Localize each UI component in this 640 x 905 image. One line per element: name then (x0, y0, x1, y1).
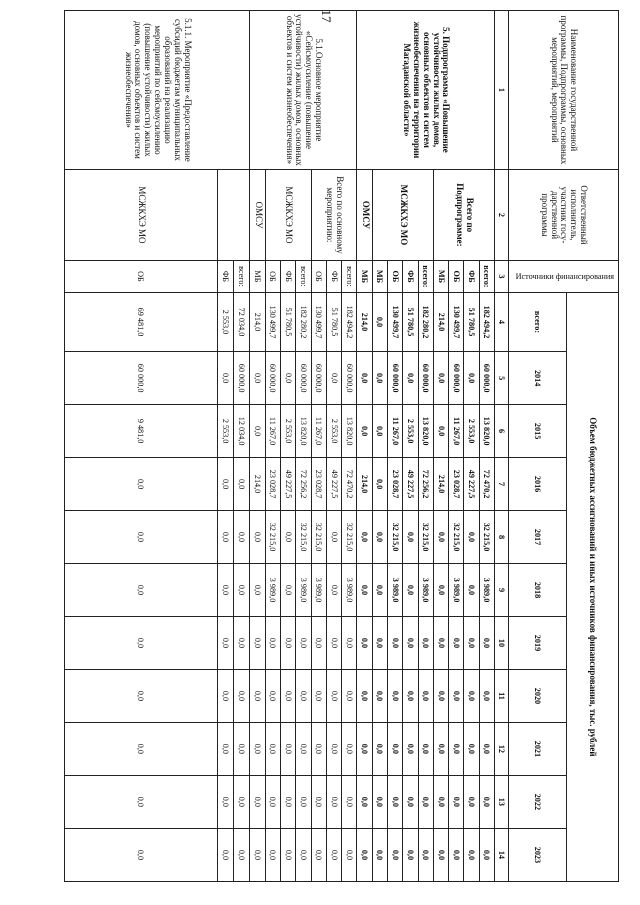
year-value-cell: 0,0 (464, 616, 479, 669)
header-year: 2017 (509, 511, 567, 564)
year-value-cell: 0,0 (234, 669, 250, 722)
total-value-cell: 51 780,5 (281, 292, 296, 351)
year-value-cell: 11 267,0 (265, 405, 280, 458)
year-value-cell: 49 227,5 (326, 458, 341, 511)
year-value-cell: 0,0 (479, 828, 494, 881)
year-value-cell: 0,0 (403, 669, 418, 722)
funding-source-cell: ФБ (217, 261, 233, 293)
table-row (234, 11, 250, 882)
year-value-cell: 0,0 (418, 828, 433, 881)
year-value-cell: 0,0 (479, 616, 494, 669)
year-value-cell: 0,0 (357, 405, 372, 458)
year-value-cell: 72 256,2 (418, 458, 433, 511)
year-value-cell: 0,0 (250, 722, 265, 775)
year-value-cell: 0,0 (217, 669, 233, 722)
year-value-cell: 0,0 (372, 722, 387, 775)
year-value-cell: 0,0 (342, 775, 357, 828)
year-value-cell: 0,0 (217, 458, 233, 511)
table-row (479, 11, 494, 882)
year-value-cell: 32 215,0 (479, 511, 494, 564)
year-value-cell: 0,0 (65, 669, 218, 722)
year-value-cell: 0,0 (372, 564, 387, 617)
year-value-cell: 13 820,0 (479, 405, 494, 458)
year-value-cell: 0,0 (342, 722, 357, 775)
year-value-cell: 0,0 (234, 511, 250, 564)
year-value-cell: 0,0 (234, 775, 250, 828)
year-value-cell: 0,0 (479, 775, 494, 828)
year-value-cell: 0,0 (217, 722, 233, 775)
year-value-cell: 0,0 (65, 458, 218, 511)
year-value-cell: 0,0 (326, 722, 341, 775)
year-value-cell: 60 000,0 (234, 352, 250, 405)
year-value-cell: 60 000,0 (265, 352, 280, 405)
total-value-cell: 130 499,7 (449, 292, 464, 351)
year-value-cell: 0,0 (234, 828, 250, 881)
year-value-cell: 0,0 (65, 775, 218, 828)
year-value-cell: 2 553,0 (217, 405, 233, 458)
year-value-cell: 60 000,0 (65, 352, 218, 405)
year-value-cell: 214,0 (250, 458, 265, 511)
year-value-cell: 0,0 (388, 669, 403, 722)
header-col-number: 11 (495, 669, 509, 722)
year-value-cell: 0,0 (433, 669, 448, 722)
year-value-cell: 0,0 (65, 564, 218, 617)
total-value-cell: 69 481,0 (65, 292, 218, 351)
year-value-cell: 0,0 (388, 722, 403, 775)
financing-table-container (64, 10, 619, 882)
funding-source-cell: всего: (234, 261, 250, 293)
year-value-cell: 12 034,0 (234, 405, 250, 458)
year-value-cell: 0,0 (433, 352, 448, 405)
header-year: 2019 (509, 616, 567, 669)
year-value-cell: 0,0 (464, 511, 479, 564)
year-value-cell: 0,0 (250, 564, 265, 617)
executor-cell: МСЖКХЭ МО (372, 169, 433, 260)
program-name-cell: 5.1.Основное мероприятие «Сейсмоусиление (повышение устойчивости) жилых домов, основных объектов и систем жизнеобеспечения» (250, 11, 357, 170)
year-value-cell: 0,0 (372, 828, 387, 881)
year-value-cell: 60 000,0 (388, 352, 403, 405)
year-value-cell: 0,0 (433, 722, 448, 775)
year-value-cell: 0,0 (281, 722, 296, 775)
total-value-cell: 51 780,5 (403, 292, 418, 351)
total-value-cell: 0,0 (372, 292, 387, 351)
year-value-cell: 0,0 (265, 828, 280, 881)
year-value-cell: 11 267,0 (388, 405, 403, 458)
year-value-cell: 0,0 (433, 405, 448, 458)
year-value-cell: 0,0 (234, 458, 250, 511)
year-value-cell: 0,0 (357, 775, 372, 828)
year-value-cell: 0,0 (372, 458, 387, 511)
year-value-cell: 0,0 (326, 669, 341, 722)
total-value-cell: 214,0 (357, 292, 372, 351)
year-value-cell: 49 227,5 (403, 458, 418, 511)
funding-source-cell: всего: (418, 261, 433, 293)
header-year: 2023 (509, 828, 567, 881)
year-value-cell: 0,0 (372, 616, 387, 669)
year-value-cell: 0,0 (449, 828, 464, 881)
year-value-cell: 72 470,2 (342, 458, 357, 511)
year-value-cell: 0,0 (311, 775, 326, 828)
year-value-cell: 0,0 (311, 669, 326, 722)
year-value-cell: 0,0 (418, 616, 433, 669)
year-value-cell: 0,0 (234, 722, 250, 775)
header-col-number: 7 (495, 458, 509, 511)
financing-table (64, 10, 619, 882)
year-value-cell: 0,0 (372, 352, 387, 405)
header-col-number: 14 (495, 828, 509, 881)
year-value-cell: 2 553,0 (464, 405, 479, 458)
header-year: 2021 (509, 722, 567, 775)
total-value-cell: 130 499,7 (388, 292, 403, 351)
year-value-cell: 0,0 (65, 722, 218, 775)
year-value-cell: 3 989,0 (479, 564, 494, 617)
year-value-cell: 0,0 (479, 669, 494, 722)
year-value-cell: 0,0 (250, 616, 265, 669)
year-value-cell: 32 215,0 (265, 511, 280, 564)
year-value-cell: 11 267,0 (311, 405, 326, 458)
year-value-cell: 49 227,5 (281, 458, 296, 511)
year-value-cell: 0,0 (296, 616, 311, 669)
funding-source-cell: МБ (357, 261, 372, 293)
header-program-name: Наименование государственной программы, Подпрограммы, основных мероприятий, мероприятий (509, 11, 619, 170)
header-year: 2018 (509, 564, 567, 617)
year-value-cell: 3 989,0 (388, 564, 403, 617)
year-value-cell: 72 256,2 (296, 458, 311, 511)
year-value-cell: 0,0 (250, 511, 265, 564)
year-value-cell: 0,0 (326, 564, 341, 617)
year-value-cell: 0,0 (265, 669, 280, 722)
year-value-cell: 60 000,0 (311, 352, 326, 405)
funding-source-cell: всего: (342, 261, 357, 293)
year-value-cell: 0,0 (326, 828, 341, 881)
year-value-cell: 0,0 (418, 722, 433, 775)
year-value-cell: 0,0 (357, 669, 372, 722)
year-value-cell: 0,0 (65, 616, 218, 669)
funding-source-cell: ФБ (403, 261, 418, 293)
year-value-cell: 0,0 (296, 828, 311, 881)
executor-cell: Всего по Подпрограмме: (433, 169, 494, 260)
funding-source-cell: ОБ (449, 261, 464, 293)
total-value-cell: 51 780,5 (326, 292, 341, 351)
year-value-cell: 0,0 (326, 775, 341, 828)
year-value-cell: 3 989,0 (265, 564, 280, 617)
header-funding-source: Источники финансирования (509, 261, 619, 293)
year-value-cell: 0,0 (464, 775, 479, 828)
year-value-cell: 0,0 (326, 616, 341, 669)
funding-source-cell: ОБ (265, 261, 280, 293)
funding-source-cell: всего: (479, 261, 494, 293)
total-value-cell: 182 280,2 (418, 292, 433, 351)
year-value-cell: 0,0 (342, 669, 357, 722)
funding-source-cell: МБ (372, 261, 387, 293)
funding-source-cell: МБ (250, 261, 265, 293)
year-value-cell: 0,0 (464, 722, 479, 775)
year-value-cell: 3 989,0 (296, 564, 311, 617)
total-value-cell: 214,0 (250, 292, 265, 351)
year-value-cell: 0,0 (433, 775, 448, 828)
year-value-cell: 0,0 (449, 669, 464, 722)
year-value-cell: 0,0 (357, 722, 372, 775)
year-value-cell: 0,0 (250, 405, 265, 458)
year-value-cell: 0,0 (217, 352, 233, 405)
year-value-cell: 0,0 (403, 564, 418, 617)
year-value-cell: 23 028,7 (388, 458, 403, 511)
year-value-cell: 0,0 (265, 775, 280, 828)
total-value-cell: 182 494,2 (342, 292, 357, 351)
year-value-cell: 214,0 (357, 458, 372, 511)
year-value-cell: 23 028,7 (311, 458, 326, 511)
year-value-cell: 3 989,0 (449, 564, 464, 617)
funding-source-cell: всего: (296, 261, 311, 293)
year-value-cell: 2 553,0 (281, 405, 296, 458)
year-value-cell: 0,0 (217, 511, 233, 564)
year-value-cell: 0,0 (372, 405, 387, 458)
year-value-cell: 0,0 (296, 775, 311, 828)
year-value-cell: 0,0 (342, 616, 357, 669)
funding-source-cell: ФБ (326, 261, 341, 293)
year-value-cell: 32 215,0 (296, 511, 311, 564)
year-value-cell: 13 820,0 (296, 405, 311, 458)
header-col-number: 10 (495, 616, 509, 669)
header-total: всего: (509, 292, 567, 351)
year-value-cell: 60 000,0 (418, 352, 433, 405)
total-value-cell: 182 494,2 (479, 292, 494, 351)
year-value-cell: 0,0 (403, 775, 418, 828)
year-value-cell: 32 215,0 (388, 511, 403, 564)
year-value-cell: 0,0 (281, 352, 296, 405)
year-value-cell: 32 215,0 (311, 511, 326, 564)
year-value-cell: 0,0 (357, 352, 372, 405)
year-value-cell: 60 000,0 (296, 352, 311, 405)
year-value-cell: 0,0 (403, 616, 418, 669)
year-value-cell: 0,0 (234, 616, 250, 669)
year-value-cell: 0,0 (217, 775, 233, 828)
header-col-number: 5 (495, 352, 509, 405)
year-value-cell: 0,0 (250, 775, 265, 828)
header-year: 2022 (509, 775, 567, 828)
executor-cell: Всего по основному мероприятию: (311, 169, 357, 260)
year-value-cell: 3 989,0 (418, 564, 433, 617)
year-value-cell: 0,0 (217, 564, 233, 617)
year-value-cell: 0,0 (281, 511, 296, 564)
year-value-cell: 0,0 (388, 616, 403, 669)
year-value-cell: 2 553,0 (403, 405, 418, 458)
year-value-cell: 0,0 (250, 669, 265, 722)
funding-source-cell: МБ (433, 261, 448, 293)
year-value-cell: 0,0 (357, 564, 372, 617)
year-value-cell: 9 481,0 (65, 405, 218, 458)
table-row (342, 11, 357, 882)
year-value-cell: 0,0 (433, 616, 448, 669)
year-value-cell: 0,0 (372, 775, 387, 828)
year-value-cell: 23 028,7 (265, 458, 280, 511)
year-value-cell: 0,0 (464, 669, 479, 722)
year-value-cell: 72 470,2 (479, 458, 494, 511)
executor-cell: МСЖКХЭ МО (265, 169, 311, 260)
year-value-cell: 0,0 (418, 669, 433, 722)
page-number: 17 (319, 9, 334, 23)
executor-cell: ОМСУ (357, 169, 372, 260)
year-value-cell: 0,0 (403, 722, 418, 775)
year-value-cell: 3 989,0 (342, 564, 357, 617)
year-value-cell: 0,0 (357, 616, 372, 669)
header-year: 2015 (509, 405, 567, 458)
header-executor: Ответственный исполнитель, участник госу-дарственной программы (509, 169, 619, 260)
year-value-cell: 0,0 (281, 828, 296, 881)
year-value-cell: 0,0 (388, 775, 403, 828)
header-col-number: 2 (495, 169, 509, 260)
year-value-cell: 0,0 (357, 511, 372, 564)
year-value-cell: 0,0 (281, 775, 296, 828)
header-col-number: 1 (495, 11, 509, 170)
year-value-cell: 11 267,0 (449, 405, 464, 458)
executor-cell: МСЖКХЭ МО (65, 169, 218, 260)
header-funding-group: Объем бюджетных ассигнований и иных источников финансирования, тыс. рублей (567, 292, 619, 881)
year-value-cell: 0,0 (449, 616, 464, 669)
year-value-cell: 0,0 (65, 828, 218, 881)
header-col-number: 3 (495, 261, 509, 293)
year-value-cell: 32 215,0 (418, 511, 433, 564)
year-value-cell: 0,0 (217, 616, 233, 669)
year-value-cell: 0,0 (281, 616, 296, 669)
year-value-cell: 32 215,0 (342, 511, 357, 564)
total-value-cell: 51 780,5 (464, 292, 479, 351)
year-value-cell: 0,0 (433, 564, 448, 617)
year-value-cell: 0,0 (342, 828, 357, 881)
year-value-cell: 0,0 (418, 775, 433, 828)
total-value-cell: 182 280,2 (296, 292, 311, 351)
header-col-number: 9 (495, 564, 509, 617)
header-year: 2020 (509, 669, 567, 722)
header-col-number: 8 (495, 511, 509, 564)
year-value-cell: 2 553,0 (326, 405, 341, 458)
total-value-cell: 130 499,7 (265, 292, 280, 351)
year-value-cell: 0,0 (311, 722, 326, 775)
year-value-cell: 0,0 (265, 616, 280, 669)
executor-cell: ОМСУ (250, 169, 265, 260)
year-value-cell: 0,0 (234, 564, 250, 617)
year-value-cell: 0,0 (296, 722, 311, 775)
funding-source-cell: ФБ (464, 261, 479, 293)
year-value-cell: 0,0 (464, 564, 479, 617)
year-value-cell: 0,0 (250, 828, 265, 881)
year-value-cell: 60 000,0 (342, 352, 357, 405)
total-value-cell: 72 034,0 (234, 292, 250, 351)
funding-source-cell: ОБ (311, 261, 326, 293)
year-value-cell: 0,0 (403, 828, 418, 881)
year-value-cell: 0,0 (357, 828, 372, 881)
funding-source-cell: ФБ (281, 261, 296, 293)
year-value-cell: 0,0 (388, 828, 403, 881)
year-value-cell: 0,0 (311, 616, 326, 669)
year-value-cell: 32 215,0 (449, 511, 464, 564)
executor-cell (217, 169, 250, 260)
year-value-cell: 0,0 (311, 828, 326, 881)
header-year: 2016 (509, 458, 567, 511)
year-value-cell: 0,0 (464, 828, 479, 881)
year-value-cell: 0,0 (296, 669, 311, 722)
year-value-cell: 0,0 (281, 564, 296, 617)
year-value-cell: 0,0 (403, 352, 418, 405)
total-value-cell: 2 553,0 (217, 292, 233, 351)
year-value-cell: 23 028,7 (449, 458, 464, 511)
funding-source-cell: ОБ (388, 261, 403, 293)
year-value-cell: 0,0 (479, 722, 494, 775)
year-value-cell: 0,0 (433, 828, 448, 881)
year-value-cell: 0,0 (372, 511, 387, 564)
year-value-cell: 0,0 (217, 828, 233, 881)
year-value-cell: 0,0 (449, 722, 464, 775)
year-value-cell: 0,0 (464, 352, 479, 405)
total-value-cell: 130 499,7 (311, 292, 326, 351)
year-value-cell: 49 227,5 (464, 458, 479, 511)
year-value-cell: 0,0 (326, 352, 341, 405)
header-year: 2014 (509, 352, 567, 405)
total-value-cell: 214,0 (433, 292, 448, 351)
year-value-cell: 214,0 (433, 458, 448, 511)
header-col-number: 6 (495, 405, 509, 458)
funding-source-cell: ОБ (65, 261, 218, 293)
program-name-cell: 5. Подпрограмма «Повышение устойчивости жилых домов, основных объектов и систем жизнеобеспечения на территории Магаданской области» (357, 11, 495, 170)
program-name-cell: 5.1.1. Мероприятие «Предоставление субсидий бюджетам муниципальных образований на реализацию мероприятий по сейсмоусилению (повышение устойчивости) жилых домов, основных объектов и систем жизнеобеспечения» (65, 11, 251, 170)
year-value-cell: 0,0 (281, 669, 296, 722)
year-value-cell: 60 000,0 (479, 352, 494, 405)
year-value-cell: 13 820,0 (342, 405, 357, 458)
year-value-cell: 3 989,0 (311, 564, 326, 617)
header-col-number: 4 (495, 292, 509, 351)
year-value-cell: 0,0 (372, 669, 387, 722)
year-value-cell: 13 820,0 (418, 405, 433, 458)
year-value-cell: 60 000,0 (449, 352, 464, 405)
year-value-cell: 0,0 (265, 722, 280, 775)
year-value-cell: 0,0 (250, 352, 265, 405)
year-value-cell: 0,0 (433, 511, 448, 564)
year-value-cell: 0,0 (403, 511, 418, 564)
year-value-cell: 0,0 (326, 511, 341, 564)
year-value-cell: 0,0 (65, 511, 218, 564)
header-col-number: 13 (495, 775, 509, 828)
year-value-cell: 0,0 (449, 775, 464, 828)
header-col-number: 12 (495, 722, 509, 775)
